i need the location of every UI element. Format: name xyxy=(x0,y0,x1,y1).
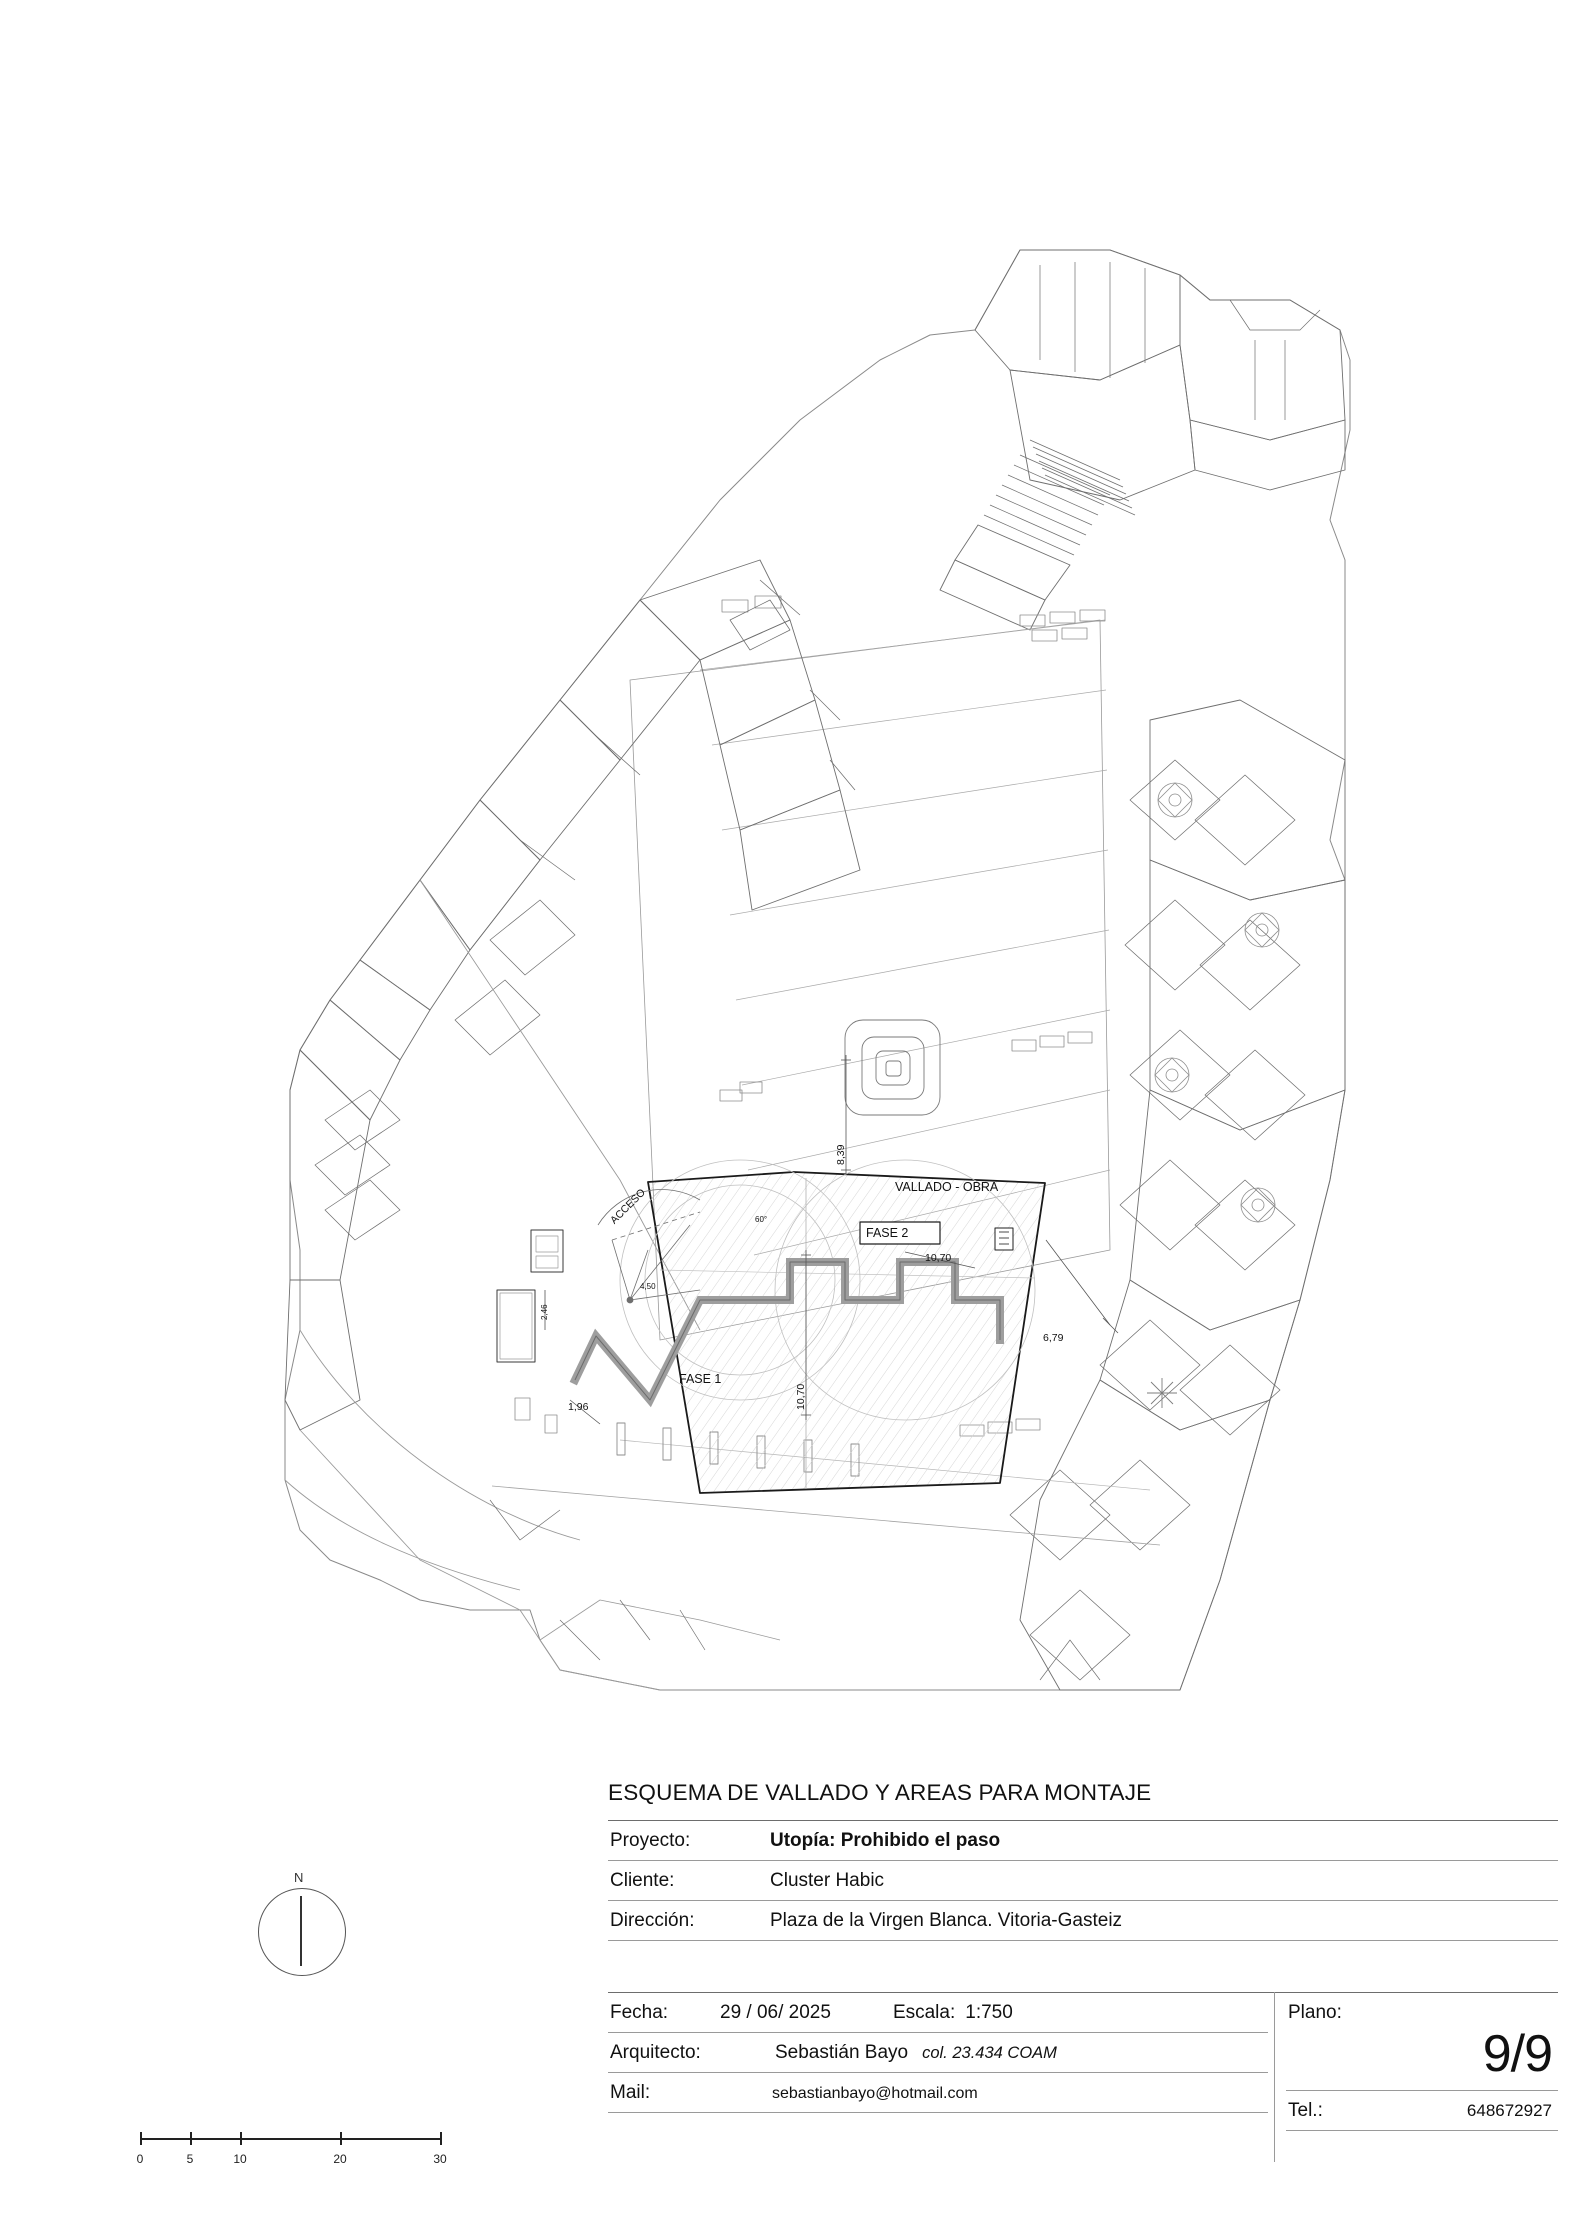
cliente-value: Cluster Habic xyxy=(770,1870,885,1891)
plano-label: Plano: xyxy=(1288,2002,1342,2023)
fecha-label: Fecha: xyxy=(610,2002,669,2023)
arquitecto-value: Sebastián Bayo xyxy=(775,2042,909,2063)
scale-tick xyxy=(340,2132,342,2145)
plan-label-vallado-obra: VALLADO - OBRA xyxy=(895,1180,999,1194)
plan-dim-10-70-b: 10,70 xyxy=(795,1383,807,1410)
plano-value: 9/9 xyxy=(1482,2025,1552,2083)
scale-tick xyxy=(190,2132,192,2145)
divider xyxy=(608,2112,1268,2113)
direccion-label: Dirección: xyxy=(610,1910,695,1931)
field-mail xyxy=(608,2073,1268,2112)
mail-label: Mail: xyxy=(610,2082,651,2103)
drawing-title: ESQUEMA DE VALLADO Y AREAS PARA MONTAJE xyxy=(608,1780,1152,1805)
scale-tick xyxy=(140,2132,142,2145)
scale-tick xyxy=(240,2132,242,2145)
north-needle xyxy=(300,1896,302,1966)
cliente-label: Cliente: xyxy=(610,1870,675,1891)
field-cliente xyxy=(608,1861,1558,1900)
escala-label: Escala: xyxy=(892,2002,956,2023)
bottom-right-column xyxy=(1286,1993,1558,2131)
proyecto-value: Utopía: Prohibido el paso xyxy=(770,1830,1001,1851)
arquitecto-label: Arquitecto: xyxy=(610,2042,701,2063)
plan-dim-2-46: 2,46 xyxy=(540,1304,549,1320)
north-arrow xyxy=(258,1870,358,1980)
divider xyxy=(1286,2130,1558,2131)
scale-bar xyxy=(130,2128,450,2174)
plan-dim-8-39: 8,39 xyxy=(835,1144,847,1165)
scale-tick xyxy=(440,2132,442,2145)
mail-value: sebastianbayo@hotmail.com xyxy=(772,2085,978,2102)
bottom-left-column xyxy=(608,1993,1268,2113)
field-tel xyxy=(1286,2091,1558,2130)
vertical-divider xyxy=(1274,1992,1275,2162)
arquitecto-col: col. 23.434 COAM xyxy=(922,2044,1057,2062)
field-direccion xyxy=(608,1901,1558,1940)
scale-label: 20 xyxy=(333,2152,347,2166)
field-proyecto xyxy=(608,1821,1558,1860)
plan-label-acceso: ACCESO xyxy=(608,1186,648,1227)
scale-axis xyxy=(140,2138,440,2140)
plan-angle-60: 60° xyxy=(755,1215,768,1224)
field-fecha xyxy=(608,1993,1268,2032)
north-label: N xyxy=(294,1870,304,1885)
proyecto-label: Proyecto: xyxy=(610,1830,691,1851)
plan-dim-10-70-a: 10,70 xyxy=(925,1252,952,1264)
title-block-bottom xyxy=(608,1992,1558,2121)
tel-label: Tel.: xyxy=(1288,2100,1323,2121)
scale-label: 0 xyxy=(136,2152,144,2166)
plan-dim-4-50: 4,50 xyxy=(640,1282,656,1291)
plan-dim-1-96: 1,96 xyxy=(568,1401,589,1413)
plan-label-fase-1: FASE 1 xyxy=(679,1372,722,1386)
escala-value: 1:750 xyxy=(965,2002,1013,2023)
tel-value: 648672927 xyxy=(1466,2101,1552,2120)
title-block xyxy=(608,1780,1558,1941)
scale-label: 30 xyxy=(433,2152,447,2166)
field-arquitecto xyxy=(608,2033,1268,2072)
fecha-value: 29 / 06/ 2025 xyxy=(720,2002,831,2023)
divider xyxy=(608,1940,1558,1941)
scale-label: 10 xyxy=(233,2152,247,2166)
direccion-value: Plaza de la Virgen Blanca. Vitoria-Gasteiz xyxy=(770,1910,1123,1931)
scale-label: 5 xyxy=(186,2152,194,2166)
north-circle xyxy=(258,1888,346,1976)
plan-label-fase-2: FASE 2 xyxy=(866,1226,909,1240)
plan-dim-6-79: 6,79 xyxy=(1043,1332,1064,1344)
